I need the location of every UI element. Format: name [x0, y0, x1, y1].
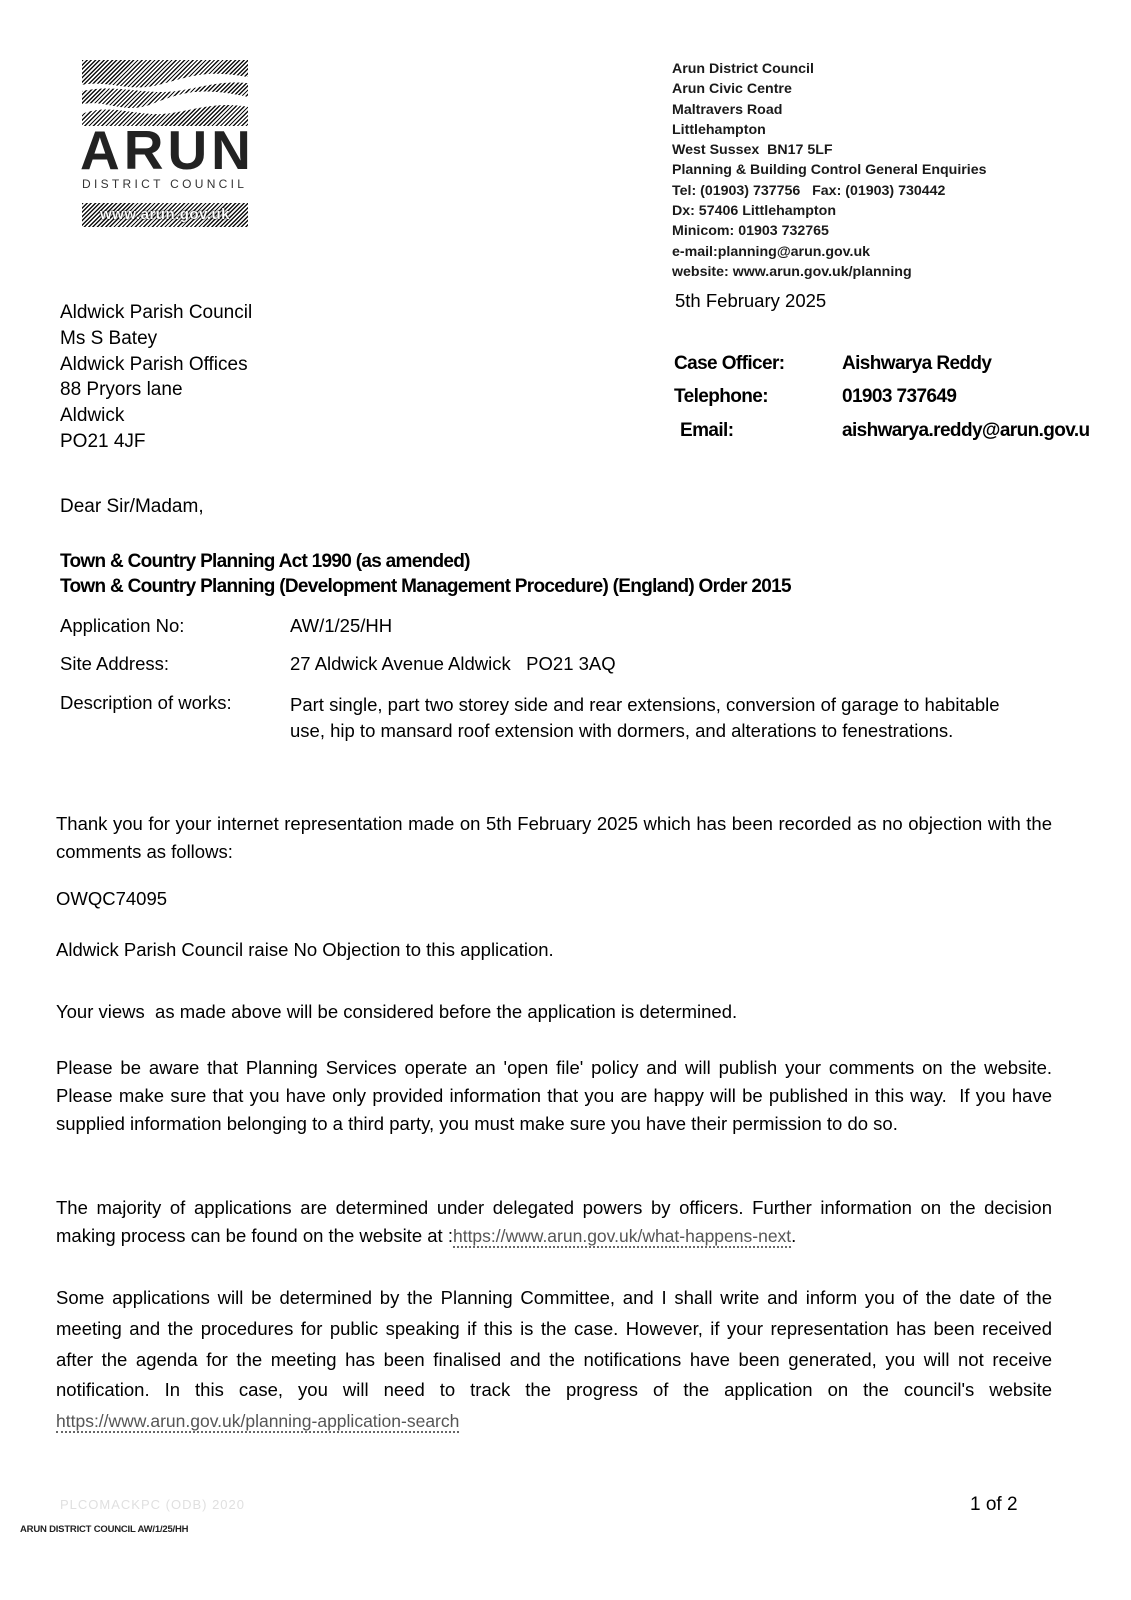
council-address-line: Arun District Council: [672, 61, 814, 77]
case-officer-name: Aishwarya Reddy: [842, 353, 992, 374]
committee-text: Some applications will be determined by the Planning Committee, and I shall write and inform you of the date of the meeting and the procedures for public speaking if this is the case. However, if your representation has been received after the agenda for the meeting has been finalised and the notifications have been generated, you will not receive notification. In this case, you will need to track the progress of the application on the council's website: [56, 1287, 1052, 1401]
council-address-block: [672, 59, 987, 282]
recipient-line: Aldwick Parish Offices: [60, 353, 248, 375]
representation-reference: OWQC74095: [56, 888, 168, 909]
email-label: Email:: [680, 420, 734, 441]
recipient-line: Aldwick Parish Council: [60, 302, 253, 323]
logo-subtitle: DISTRICT COUNCIL: [82, 177, 248, 191]
council-address-line: Dx: 57406 Littlehampton: [672, 203, 836, 220]
description-label: Description of works:: [60, 692, 232, 713]
wave-emblem-icon: [82, 60, 248, 126]
recipient-line: Ms S Batey: [60, 327, 158, 349]
footer-reference: ARUN DISTRICT COUNCIL AW/1/25/HH: [20, 1524, 189, 1535]
application-number: AW/1/25/HH: [290, 615, 393, 636]
page-number: 1 of 2: [970, 1494, 1018, 1515]
act-heading: Town & Country Planning Act 1990 (as amended): [60, 551, 470, 572]
order-heading: Town & Country Planning (Development Management Procedure) (England) Order 2015: [60, 576, 791, 597]
salutation: Dear Sir/Madam,: [60, 496, 204, 517]
recipient-line: Aldwick: [60, 405, 125, 427]
site-address-label: Site Address:: [60, 653, 170, 674]
council-address-line: Arun Civic Centre: [672, 81, 792, 98]
recipient-line: PO21 4JF: [60, 430, 146, 452]
council-address-line: Littlehampton: [672, 121, 766, 138]
officer-email: aishwarya.reddy@arun.gov.u: [842, 420, 1090, 441]
committee-paragraph: [56, 1283, 1052, 1437]
open-file-paragraph: Please be aware that Planning Services operate an 'open file' policy and will publish your comments on the website. Please make sure that you have only provided information that you are happy will be published in this way. If you have supplied information belonging to a third party, you must make sure you have their permission to do so.: [56, 1057, 1063, 1135]
what-happens-next-link[interactable]: https://www.arun.gov.uk/what-happens-next: [452, 1226, 792, 1247]
site-address: 27 Aldwick Avenue Aldwick PO21 3AQ: [290, 653, 616, 674]
description-of-works: Part single, part two storey side and rear extensions, conversion of garage to habitable use, hip to mansard roof extension with dormers, and alterations to fenestrations.: [290, 694, 1000, 741]
recipient-address: [60, 300, 252, 455]
council-address-line: Planning & Building Control General Enquiries: [672, 162, 987, 179]
logo-website-text: www.arun.gov.uk: [99, 206, 230, 223]
views-paragraph: Your views as made above will be considered before the application is determined.: [56, 1001, 738, 1022]
application-number-label: Application No:: [60, 615, 185, 636]
logo-wordmark: ARUN: [80, 119, 255, 181]
council-address-line: Minicom: 01903 732765: [672, 223, 829, 240]
council-email-line: e-mail:planning@arun.gov.uk: [672, 243, 871, 260]
recipient-line: 88 Pryors lane: [60, 379, 183, 401]
majority-end: .: [791, 1225, 797, 1247]
telephone-number: 01903 737649: [842, 386, 957, 407]
council-address-line: West Sussex BN17 5LF: [672, 142, 833, 159]
council-address-line: Tel: (01903) 737756 Fax: (01903) 730442: [672, 182, 946, 199]
letter-date: 5th February 2025: [675, 290, 827, 311]
majority-paragraph: [56, 1194, 1052, 1250]
case-officer-label: Case Officer:: [674, 353, 785, 374]
council-address-line: Maltravers Road: [672, 101, 783, 118]
council-website-line: website: www.arun.gov.uk/planning: [672, 263, 912, 280]
logo-website-banner: [82, 203, 248, 227]
council-logo-emblem: [82, 60, 248, 126]
comment-text: Aldwick Parish Council raise No Objection to this application.: [56, 939, 554, 960]
thanks-paragraph: Thank you for your internet representation made on 5th February 2025 which has been recorded as no objection with the comments as follows:: [56, 813, 1052, 863]
majority-text: The majority of applications are determined under delegated powers by officers. Further information on the decision making process can be found on the website at :: [56, 1197, 1052, 1247]
form-code: PLCOMACKPC (ODB) 2020: [60, 1497, 245, 1512]
planning-search-link[interactable]: https://www.arun.gov.uk/planning-application-search: [56, 1411, 460, 1432]
telephone-label: Telephone:: [674, 386, 768, 407]
